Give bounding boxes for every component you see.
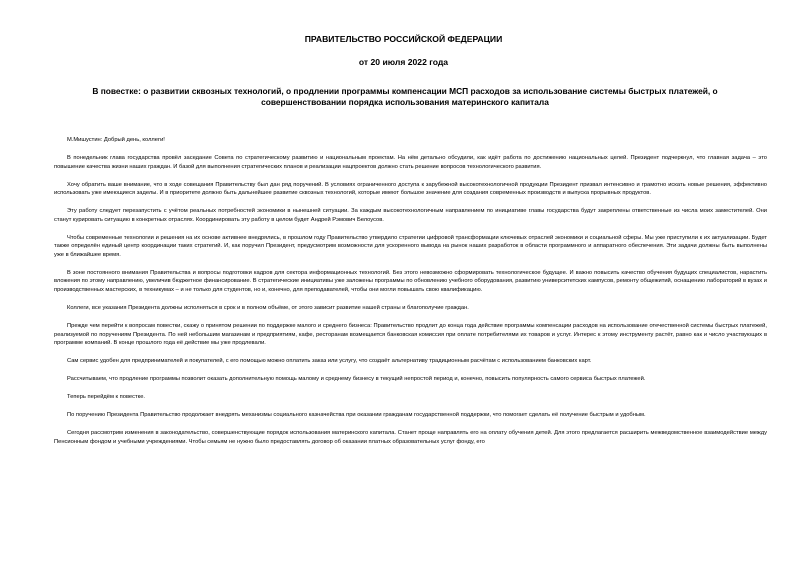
paragraph: Теперь перейдём к повестке. <box>67 394 146 401</box>
paragraph: Сам сервис удобен для предпринимателей и покупателей, с его помощью можно оплатить заказ или услугу, что создаёт альтернативу традиционным расчётам с использованием банковских карт. <box>67 358 592 365</box>
paragraph: Рассчитываем, что продление программы позволит оказать дополнительную помощь малому и среднему бизнесу в текущий непростой период и, конечно, повысить популярность самого сервиса быстрых платежей. <box>67 376 646 383</box>
paragraph: Чтобы современные технологии и решения на их основе активнее внедрялись, в прошлом году Правительство утвердило стратегии цифровой трансформации ключевых отраслей экономики и социальной сферы. Мы уже приступили к их актуализации. Будет также определён единый центр координации таких стратегий. И, как поручил Президент, предусмотрим возможности для ускоренного вывода на рынок наших разработок в области программного и аппаратного обеспечения. Эти задачи должны быть выполнены уже в ближайшее время. <box>54 234 767 258</box>
document-body <box>54 136 767 456</box>
paragraph: Хочу обратить ваше внимание, что в ходе совещания Правительству был дан ряд поручений. В условиях ограниченного доступа к зарубежной высокотехнологичной продукции Президент призвал интенсивно и грамотно искать новые решения, эффективно использовать уже имеющиеся заделы. И в приоритете должно быть дальнейшее развитие сквозных технологий, которые имеют большое значение для создания современных производств и выпуска прорывных продуктов. <box>54 181 767 197</box>
paragraph-greeting: М.Мишустин: Добрый день, коллеги! <box>67 137 165 143</box>
paragraph: Сегодня рассмотрим изменения в законодательство, совершенствующие порядок использования материнского капитала. Станет проще направлять его на оплату обучения детей. Для этого предлагается расширить межведомственное взаимодействие между Пенсионным фондом и учебными учреждениями. Чтобы семьям не нужно было предоставлять договор об оказании платных образовательных услуг фонду, его <box>54 430 767 445</box>
organization-title: ПРАВИТЕЛЬСТВО РОССИЙСКОЙ ФЕДЕРАЦИИ <box>304 34 503 44</box>
document-date: от 20 июля 2022 года <box>358 57 449 67</box>
paragraph: Прежде чем перейти к вопросам повестки, скажу о принятом решении по поддержке малого и среднего бизнеса: Правительство продлит до конца года действие программы компенсации расходов на использование отечественной системы быстрых платежей, реализуемой по поручениям Президента. По ней небольшим магазинам и предприятиям, кафе, ресторанам возмещается банковская комиссия при оплате потребителями их товаров и услуг. Интерес к этому инструменту растёт, равно как и число участвующих в программе компаний. В конце прошлого года её действие мы уже продлевали. <box>54 323 767 347</box>
paragraph: Эту работу следует перезапустить с учётом реальных потребностей экономики в нынешней ситуации. За каждым высокотехнологичным направлением по инициативе главы государства будут закреплены ответственные из числа моих заместителей. Они станут курировать ситуацию в конкретных отраслях. Координировать эту работу в целом будет Андрей Рэмович Белоусов. <box>54 208 767 223</box>
paragraph: В понедельник глава государства провёл заседание Совета по стратегическому развитию и национальным проектам. На нём детально обсудили, как идёт работа по достижению национальных целей. Президент подчеркнул, что главная задача – это повышение качества жизни наших граждан. И базой для выполнения стратегических планов и реализации нацпроектов должно стать решение вопросов технологического развития. <box>54 154 767 170</box>
paragraph: По поручению Президента Правительство продолжает внедрять механизмы социального казначейства при оказании гражданам государственной поддержки, что помогает сделать её получение быстрым и удобным. <box>67 412 646 419</box>
paragraph: В зоне постоянного внимания Правительства и вопросы подготовки кадров для сектора информационных технологий. Без этого невозможно сформировать технологическое будущее. И важно повысить качество обучения будущих специалистов, нарастить вложения по этому направлению, увеличив бюджетное финансирование. В стратегические инициативы уже заложены программы по обновлению учебного оборудования, развитию университетских кампусов, ремонту общежитий, оснащению лабораторий в вузах и производственных мастерских, в техникумах – и не только для студентов, но и, конечно, для преподавателей, чтобы они могли повышать свою квалификацию. <box>54 269 767 294</box>
agenda-title: В повестке: о развитии сквозных технологий, о продлении программы компенсации МСП расходов за использование системы быстрых платежей, о совершенствовании порядка использования материнского капитала <box>92 86 718 107</box>
paragraph: Коллеги, все указания Президента должны исполняться в срок и в полном объёме, от этого зависит развитие нашей страны и благополучие граждан. <box>67 305 469 312</box>
